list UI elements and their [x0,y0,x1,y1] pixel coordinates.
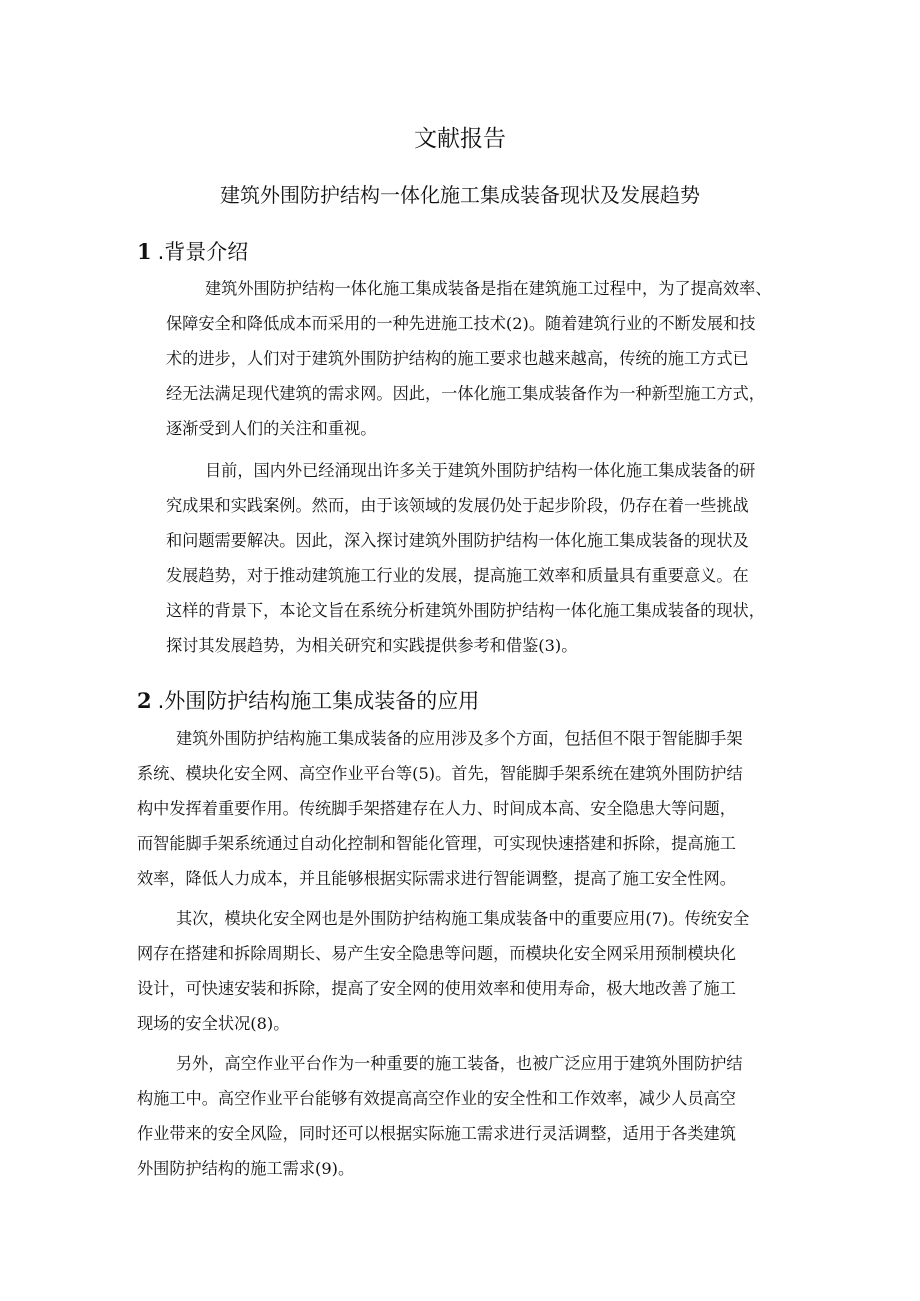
document-subtitle: 建筑外围防护结构一体化施工集成装备现状及发展趋势 [220,183,700,207]
paragraph-line: 系统、模块化安全网、高空作业平台等(5)。首先，智能脚手架系统在建筑外围防护结 [137,764,743,783]
paragraph-line: 探讨其发展趋势，为相关研究和实践提供参考和借鉴(3)。 [166,636,578,655]
paragraph-line: 而智能脚手架系统通过自动化控制和智能化管理，可实现快速搭建和拆除，提高施工 [137,834,736,853]
paragraph-line: 现场的安全状况(8)。 [137,1014,290,1033]
section-number: 2 [137,688,152,713]
paragraph-line: 构施工中。高空作业平台能够有效提高高空作业的安全性和工作效率，减少人员高空 [137,1089,736,1108]
paragraph-line: 外围防护结构的施工需求(9)。 [137,1159,355,1178]
paragraph-line: 发展趋势，对于推动建筑施工行业的发展，提高施工效率和质量具有重要意义。在 [166,566,749,585]
section-title: .背景介绍 [157,240,249,264]
paragraph-line: 建筑外围防护结构施工集成装备的应用涉及多个方面，包括但不限于智能脚手架 [176,729,743,748]
paragraph-line: 另外，高空作业平台作为一种重要的施工装备，也被广泛应用于建筑外围防护结 [176,1054,743,1073]
paragraph-line: 和问题需要解决。因此，深入探讨建筑外围防护结构一体化施工集成装备的现状及 [166,531,749,550]
section-number: 1 [137,239,152,264]
paragraph-line: 作业带来的安全风险，同时还可以根据实际施工需求进行灵活调整，适用于各类建筑 [137,1124,736,1143]
paragraph-line: 效率，降低人力成本，并且能够根据实际需求进行智能调整，提高了施工安全性网。 [137,869,736,888]
paragraph-line: 术的进步，人们对于建筑外围防护结构的施工要求也越来越高，传统的施工方式已 [166,349,749,368]
paragraph-line: 目前，国内外已经涌现出许多关于建筑外围防护结构一体化施工集成装备的研 [205,461,756,480]
paragraph-line: 其次，模块化安全网也是外围防护结构施工集成装备中的重要应用(7)。传统安全 [176,909,750,928]
section-heading-application [137,685,479,717]
paragraph-line: 究成果和实践案例。然而，由于该领域的发展仍处于起步阶段，仍存在着一些挑战 [166,496,749,515]
paragraph-line: 经无法满足现代建筑的需求网。因此，一体化施工集成装备作为一种新型施工方式， [166,384,765,403]
paragraph-line: 保障安全和降低成本而采用的一种先进施工技术(2)。随着建筑行业的不断发展和技 [166,314,756,333]
document-title: 文献报告 [414,126,506,152]
paragraph-line: 设计，可快速安装和拆除，提高了安全网的使用效率和使用寿命，极大地改善了施工 [137,979,736,998]
paragraph-line: 这样的背景下，本论文旨在系统分析建筑外围防护结构一体化施工集成装备的现状， [166,601,765,620]
paragraph-line: 建筑外围防护结构一体化施工集成装备是指在建筑施工过程中，为了提高效率、 [205,279,772,298]
section-title: .外围防护结构施工集成装备的应用 [157,689,480,713]
section-heading-background [137,236,248,268]
paragraph-line: 构中发挥着重要作用。传统脚手架搭建存在人力、时间成本高、安全隐患大等问题， [137,799,736,818]
paragraph-line: 网存在搭建和拆除周期长、易产生安全隐患等问题，而模块化安全网采用预制模块化 [137,944,736,963]
paragraph-line: 逐渐受到人们的关注和重视。 [166,419,377,438]
